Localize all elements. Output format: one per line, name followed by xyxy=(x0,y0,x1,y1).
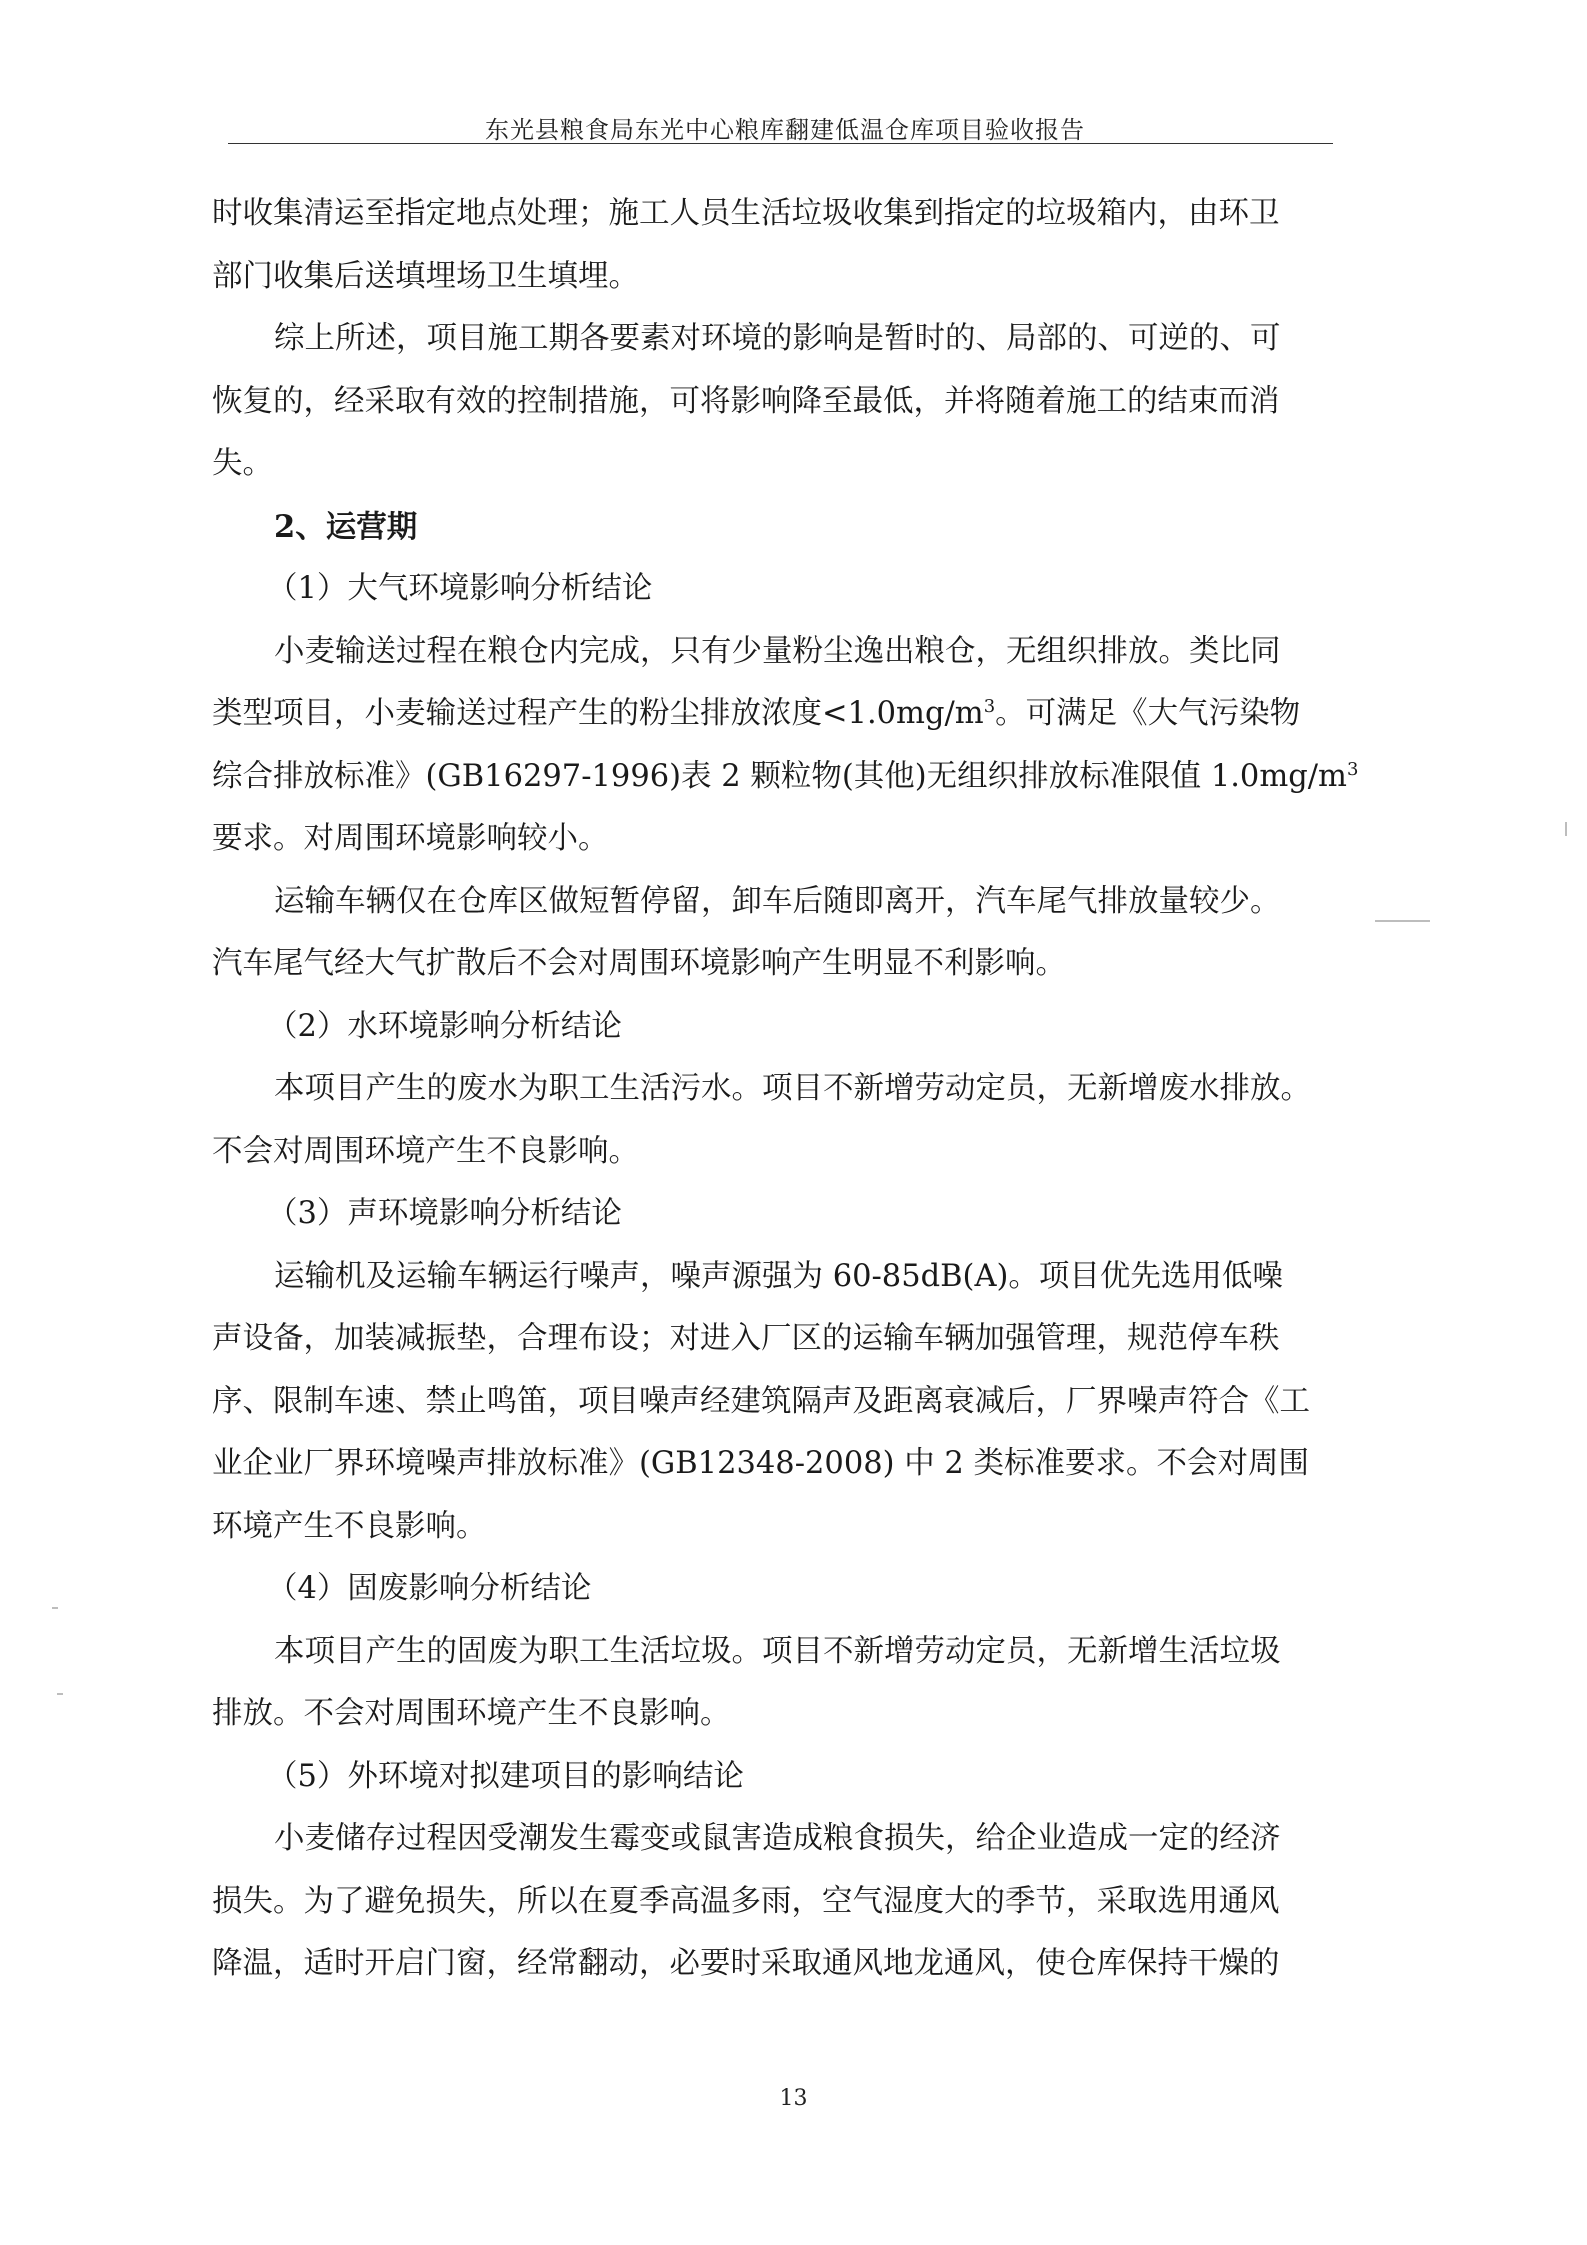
paragraph-line: 排放。不会对周围环境产生不良影响。 xyxy=(212,1696,731,1731)
paragraph-line: 不会对周围环境产生不良影响。 xyxy=(212,1133,639,1169)
text-segment: 。可满足《大气污染物 xyxy=(995,696,1301,731)
paragraph-line: 环境产生不良影响。 xyxy=(212,1508,487,1544)
paragraph-line: 恢复的，经采取有效的控制措施，可将影响降至最低，并将随着施工的结束而消 xyxy=(212,383,1280,419)
paragraph-line: 要求。对周围环境影响较小。 xyxy=(212,821,609,856)
paragraph-line xyxy=(212,746,1359,809)
paragraph-line: 小麦储存过程因受潮发生霉变或鼠害造成粮食损失，给企业造成一定的经济 xyxy=(274,1821,1281,1856)
paragraph-line: 本项目产生的固废为职工生活垃圾。项目不新增劳动定员，无新增生活垃圾 xyxy=(274,1633,1281,1669)
paragraph-line: 部门收集后送填埋场卫生填埋。 xyxy=(212,258,639,294)
scan-artifact xyxy=(52,1607,58,1609)
paragraph-line: 运输机及运输车辆运行噪声，噪声源强为 60-85dB(A)。项目优先选用低噪 xyxy=(274,1258,1283,1294)
subsection-heading: （3）声环境影响分析结论 xyxy=(267,1196,622,1231)
paragraph-line: 序、限制车速、禁止鸣笛，项目噪声经建筑隔声及距离衰减后，厂界噪声符合《工 xyxy=(212,1383,1310,1419)
subsection-heading: （4）固废影响分析结论 xyxy=(267,1571,592,1606)
body-text xyxy=(212,183,1359,1996)
paragraph-line: 本项目产生的废水为职工生活污水。项目不新增劳动定员，无新增废水排放。 xyxy=(274,1071,1311,1106)
paragraph-line: 业企业厂界环境噪声排放标准》(GB12348-2008) 中 2 类标准要求。不会对周围 xyxy=(212,1446,1310,1481)
paragraph-line: 降温，适时开启门窗，经常翻动，必要时采取通风地龙通风，使仓库保持干燥的 xyxy=(212,1946,1280,1981)
subsection-heading: （2）水环境影响分析结论 xyxy=(267,1008,622,1044)
paragraph-line: 损失。为了避免损失，所以在夏季高温多雨，空气湿度大的季节，采取选用通风 xyxy=(212,1883,1280,1919)
paragraph-line xyxy=(212,683,1337,746)
header-divider xyxy=(228,143,1333,144)
text-segment: 综合排放标准》(GB16297-1996)表 2 颗粒物(其他)无组织排放标准限值 1.0mg/m xyxy=(212,758,1347,794)
scan-artifact xyxy=(57,1693,63,1695)
section-heading: 2、运营期 xyxy=(274,508,418,545)
text-segment: 类型项目，小麦输送过程产生的粉尘排放浓度<1.0mg/m xyxy=(212,696,984,731)
paragraph-line: 小麦输送过程在粮仓内完成，只有少量粉尘逸出粮仓，无组织排放。类比同 xyxy=(274,633,1281,669)
superscript: 3 xyxy=(983,695,996,717)
subsection-heading: （5）外环境对拟建项目的影响结论 xyxy=(267,1758,744,1794)
page-number: 13 xyxy=(779,2086,808,2111)
scan-artifact xyxy=(1565,822,1567,836)
scan-artifact xyxy=(1375,920,1430,922)
paragraph-line: 失。 xyxy=(212,446,273,481)
paragraph-line: 声设备，加装减振垫，合理布设；对进入厂区的运输车辆加强管理，规范停车秩 xyxy=(212,1321,1280,1356)
subsection-heading: （1）大气环境影响分析结论 xyxy=(267,571,653,606)
running-header-title: 东光县粮食局东光中心粮库翻建低温仓库项目验收报告 xyxy=(485,116,1085,144)
paragraph-line: 时收集清运至指定地点处理；施工人员生活垃圾收集到指定的垃圾箱内，由环卫 xyxy=(212,196,1280,231)
superscript: 3 xyxy=(1346,758,1359,780)
paragraph-line: 汽车尾气经大气扩散后不会对周围环境影响产生明显不利影响。 xyxy=(212,946,1066,981)
paragraph-line: 综上所述，项目施工期各要素对环境的影响是暂时的、局部的、可逆的、可 xyxy=(274,321,1281,356)
paragraph-line: 运输车辆仅在仓库区做短暂停留，卸车后随即离开，汽车尾气排放量较少。 xyxy=(274,883,1281,919)
